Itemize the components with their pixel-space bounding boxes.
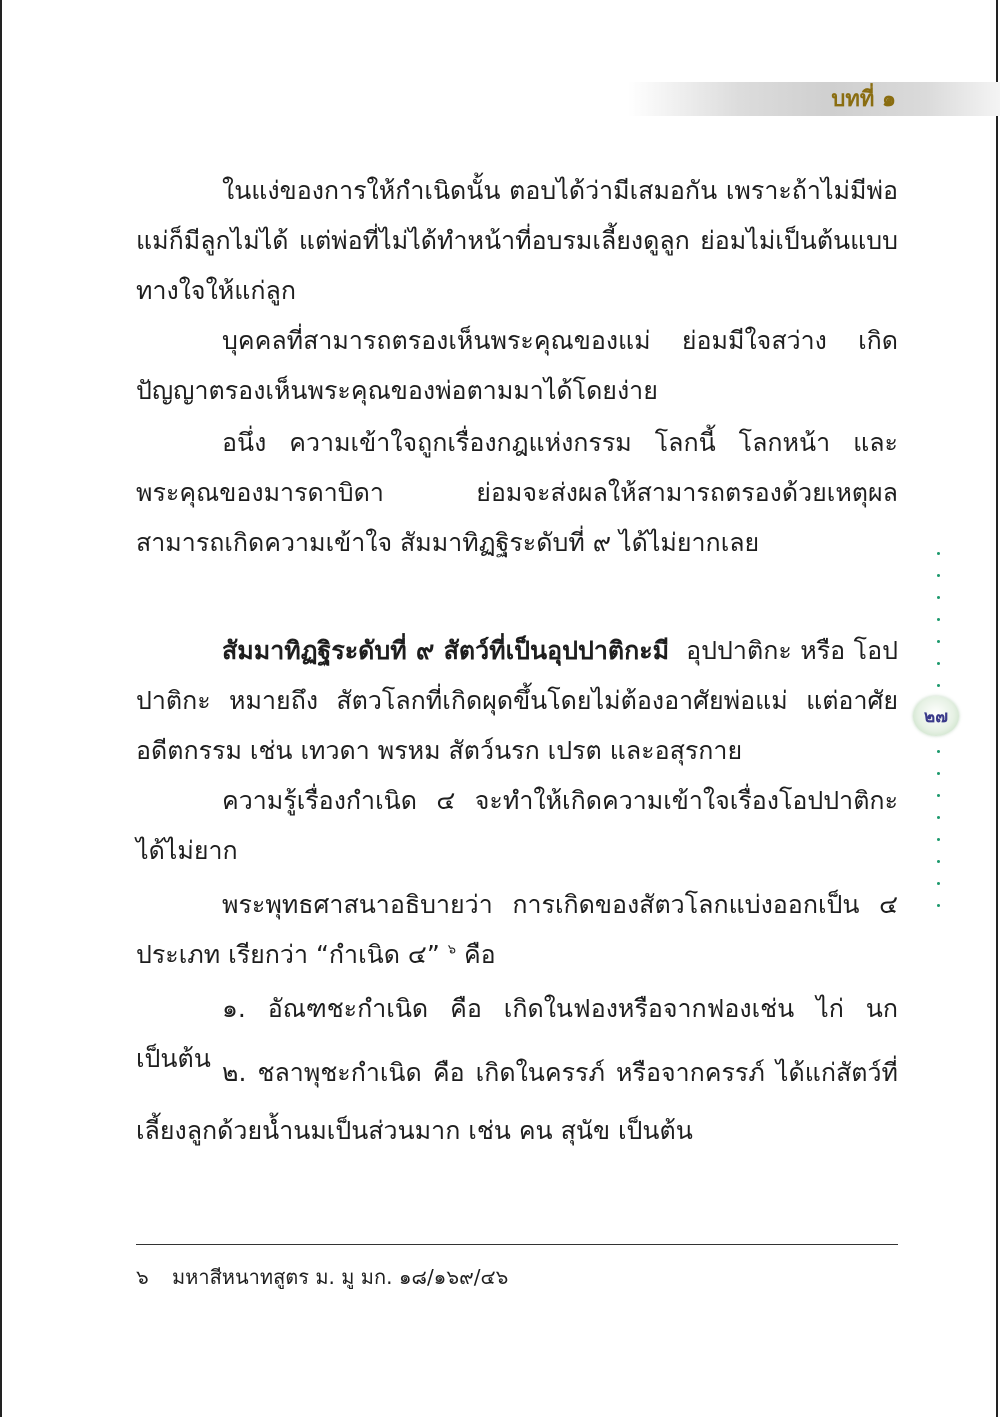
side-dots-lower <box>934 750 942 926</box>
list-item: ๑. อัณฑชะกำเนิด คือ เกิดในฟองหรือจากฟองเช่น ไก่ นก เป็นต้น <box>136 994 898 1073</box>
paragraph-buddhism-tail: คือ <box>463 940 496 969</box>
paragraph-karma: อนึ่ง ความเข้าใจถูกเรื่องกฎแห่งกรรม โลกนี้ โลกหน้า และพระคุณของมารดาบิดา ย่อมจะส่งผลให้สามารถตรองด้วยเหตุผล สามารถเกิดความเข้าใจ สัมมาทิฏฐิระดับที่ ๙ ได้ไม่ยากเลย <box>136 428 898 557</box>
paragraph-knowledge: ความรู้เรื่องกำเนิด ๔ จะทำให้เกิดความเข้าใจเรื่องโอปปาติกะได้ไม่ยาก <box>136 786 898 865</box>
footnote-text: มหาสีหนาทสูตร ม. มู มก. ๑๘/๑๖๙/๔๖ <box>172 1265 509 1289</box>
footnote <box>136 1262 898 1292</box>
side-dots-upper <box>934 552 942 706</box>
paragraph-buddhism <box>136 880 898 980</box>
paragraph-mother-virtue: บุคคลที่สามารถตรองเห็นพระคุณของแม่ ย่อมมีใจสว่าง เกิดปัญญาตรองเห็นพระคุณของพ่อตามมาได้โดยง่าย <box>136 326 898 405</box>
section-heading: สัมมาทิฏฐิระดับที่ ๙ สัตว์ที่เป็นอุปปาติกะมี <box>222 636 670 665</box>
footnote-reference[interactable]: ๖ <box>447 942 456 958</box>
section-body: อุปปาติกะ หรือ โอปปาติกะ หมายถึง สัตวโลกที่เกิดผุดขึ้นโดยไม่ต้องอาศัยพ่อแม่ แต่อาศัยอดีตกรรม เช่น เทวดา พรหม สัตว์นรก เปรต และอสุรกาย <box>136 636 898 765</box>
footnote-divider <box>136 1244 898 1245</box>
footnote-number: ๖ <box>136 1265 149 1289</box>
page-number-badge: ๒๗ <box>913 696 959 736</box>
chapter-header-band <box>628 82 1000 116</box>
paragraph-buddhism-text: พระพุทธศาสนาอธิบายว่า การเกิดของสัตวโลกแบ่งออกเป็น ๔ ประเภท เรียกว่า “กำเนิด ๔” <box>136 890 898 969</box>
section-level-9 <box>136 626 898 776</box>
list-item: ๒. ชลาพุชะกำเนิด คือ เกิดในครรภ์ หรือจากครรภ์ ได้แก่สัตว์ที่เลี้ยงลูกด้วยน้ำนมเป็นส่วนมาก เช่น คน สุนัข เป็นต้น <box>136 1058 898 1145</box>
paragraph-birth: ในแง่ของการให้กำเนิดนั้น ตอบได้ว่ามีเสมอกัน เพราะถ้าไม่มีพ่อแม่ก็มีลูกไม่ได้ แต่พ่อที่ไม่ได้ทำหน้าที่อบรมเลี้ยงดูลูก ย่อมไม่เป็นต้นแบบทางใจให้แก่ลูก <box>136 176 898 305</box>
chapter-label: บทที่ ๑ <box>831 87 896 112</box>
